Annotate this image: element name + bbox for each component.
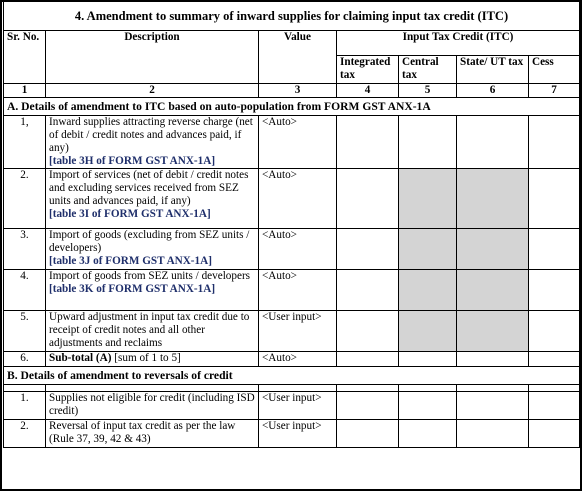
header-description: Description <box>46 31 259 84</box>
central-tax-cell[interactable] <box>399 392 457 420</box>
column-number-row <box>4 84 580 98</box>
table-row <box>4 392 580 420</box>
column-number: 3 <box>259 84 337 98</box>
integrated-tax-cell[interactable] <box>337 116 399 169</box>
row-sr-no: 1, <box>4 116 46 169</box>
state-ut-tax-cell-disabled <box>457 229 529 270</box>
cess-cell[interactable] <box>529 420 580 448</box>
central-tax-cell-disabled <box>399 229 457 270</box>
subtotal-note: [sum of 1 to 5] <box>114 352 181 364</box>
row-description-text: Inward supplies attracting reverse charge (net of debit / credit notes and advances paid, if any) <box>49 116 253 154</box>
section-a-header-row <box>4 98 580 116</box>
central-tax-cell[interactable] <box>399 420 457 448</box>
column-number: 7 <box>529 84 580 98</box>
state-ut-tax-cell[interactable] <box>457 420 529 448</box>
state-ut-tax-cell[interactable] <box>457 392 529 420</box>
table-row <box>4 311 580 352</box>
row-description-text: Import of goods from SEZ units / developers <box>49 270 251 282</box>
row-value: <Auto> <box>259 229 337 270</box>
blank-row <box>4 385 580 392</box>
row-description <box>46 169 259 229</box>
header-row-1 <box>4 31 580 56</box>
row-value: <Auto> <box>259 270 337 311</box>
row-description <box>46 311 259 352</box>
row-sr-no: 2. <box>4 420 46 448</box>
table-title: 4. Amendment to summary of inward supplies for claiming input tax credit (ITC) <box>4 2 580 31</box>
table-title-row <box>4 2 580 31</box>
header-state-ut-tax: State/ UT tax <box>457 56 529 84</box>
central-tax-cell-disabled <box>399 270 457 311</box>
row-description-text: Import of services (net of debit / credit notes and excluding services received from SEZ units and advances paid, if any) <box>49 169 249 207</box>
row-description <box>46 116 259 169</box>
row-value: <User input> <box>259 311 337 352</box>
row-value: <User input> <box>259 420 337 448</box>
row-sr-no: 5. <box>4 311 46 352</box>
cess-cell[interactable] <box>529 169 580 229</box>
central-tax-cell-disabled <box>399 311 457 352</box>
cess-cell[interactable] <box>529 116 580 169</box>
column-number: 1 <box>4 84 46 98</box>
table-row <box>4 116 580 169</box>
integrated-tax-cell[interactable] <box>337 392 399 420</box>
row-value: <Auto> <box>259 352 337 367</box>
row-description-text: Upward adjustment in input tax credit due to receipt of credit notes and all other adjustments and reclaims <box>49 311 250 349</box>
row-sr-no: 1. <box>4 392 46 420</box>
column-number: 6 <box>457 84 529 98</box>
integrated-tax-cell[interactable] <box>337 352 399 367</box>
subtotal-description <box>46 352 259 367</box>
table-row <box>4 420 580 448</box>
header-cess: Cess <box>529 56 580 84</box>
column-number: 5 <box>399 84 457 98</box>
row-table-reference: [table 3K of FORM GST ANX-1A] <box>49 283 216 295</box>
row-value: <User input> <box>259 392 337 420</box>
row-sr-no: 2. <box>4 169 46 229</box>
table-row <box>4 270 580 311</box>
cess-cell[interactable] <box>529 229 580 270</box>
integrated-tax-cell[interactable] <box>337 270 399 311</box>
subtotal-row <box>4 352 580 367</box>
integrated-tax-cell[interactable] <box>337 311 399 352</box>
header-sr-no: Sr. No. <box>4 31 46 84</box>
central-tax-cell-disabled <box>399 169 457 229</box>
integrated-tax-cell[interactable] <box>337 229 399 270</box>
integrated-tax-cell[interactable] <box>337 420 399 448</box>
header-itc-group: Input Tax Credit (ITC) <box>337 31 580 56</box>
itc-amendment-table <box>3 2 580 448</box>
row-value: <Auto> <box>259 116 337 169</box>
row-table-reference: [table 3H of FORM GST ANX-1A] <box>49 155 216 167</box>
row-description-text: Import of goods (excluding from SEZ units / developers) <box>49 229 250 254</box>
row-description: Reversal of input tax credit as per the law (Rule 37, 39, 42 & 43) <box>46 420 259 448</box>
central-tax-cell[interactable] <box>399 116 457 169</box>
cess-cell[interactable] <box>529 270 580 311</box>
header-value: Value <box>259 31 337 84</box>
column-number: 4 <box>337 84 399 98</box>
row-description <box>46 229 259 270</box>
table-row <box>4 169 580 229</box>
row-sr-no: 4. <box>4 270 46 311</box>
state-ut-tax-cell-disabled <box>457 311 529 352</box>
section-b-header-row <box>4 367 580 385</box>
cess-cell[interactable] <box>529 311 580 352</box>
central-tax-cell[interactable] <box>399 352 457 367</box>
cess-cell[interactable] <box>529 352 580 367</box>
table-row <box>4 229 580 270</box>
cess-cell[interactable] <box>529 392 580 420</box>
row-description: Supplies not eligible for credit (including ISD credit) <box>46 392 259 420</box>
row-table-reference: [table 3I of FORM GST ANX-1A] <box>49 208 211 220</box>
state-ut-tax-cell-disabled <box>457 169 529 229</box>
section-a-title: A. Details of amendment to ITC based on auto-population from FORM GST ANX-1A <box>4 98 580 116</box>
state-ut-tax-cell-disabled <box>457 270 529 311</box>
header-integrated-tax: Integrated tax <box>337 56 399 84</box>
row-sr-no: 6. <box>4 352 46 367</box>
row-sr-no: 3. <box>4 229 46 270</box>
state-ut-tax-cell[interactable] <box>457 116 529 169</box>
column-number: 2 <box>46 84 259 98</box>
state-ut-tax-cell[interactable] <box>457 352 529 367</box>
integrated-tax-cell[interactable] <box>337 169 399 229</box>
row-description <box>46 270 259 311</box>
row-value: <Auto> <box>259 169 337 229</box>
header-central-tax: Central tax <box>399 56 457 84</box>
section-b-title: B. Details of amendment to reversals of credit <box>4 367 580 385</box>
row-table-reference: [table 3J of FORM GST ANX-1A] <box>49 255 212 267</box>
subtotal-label: Sub-total (A) <box>49 352 112 364</box>
